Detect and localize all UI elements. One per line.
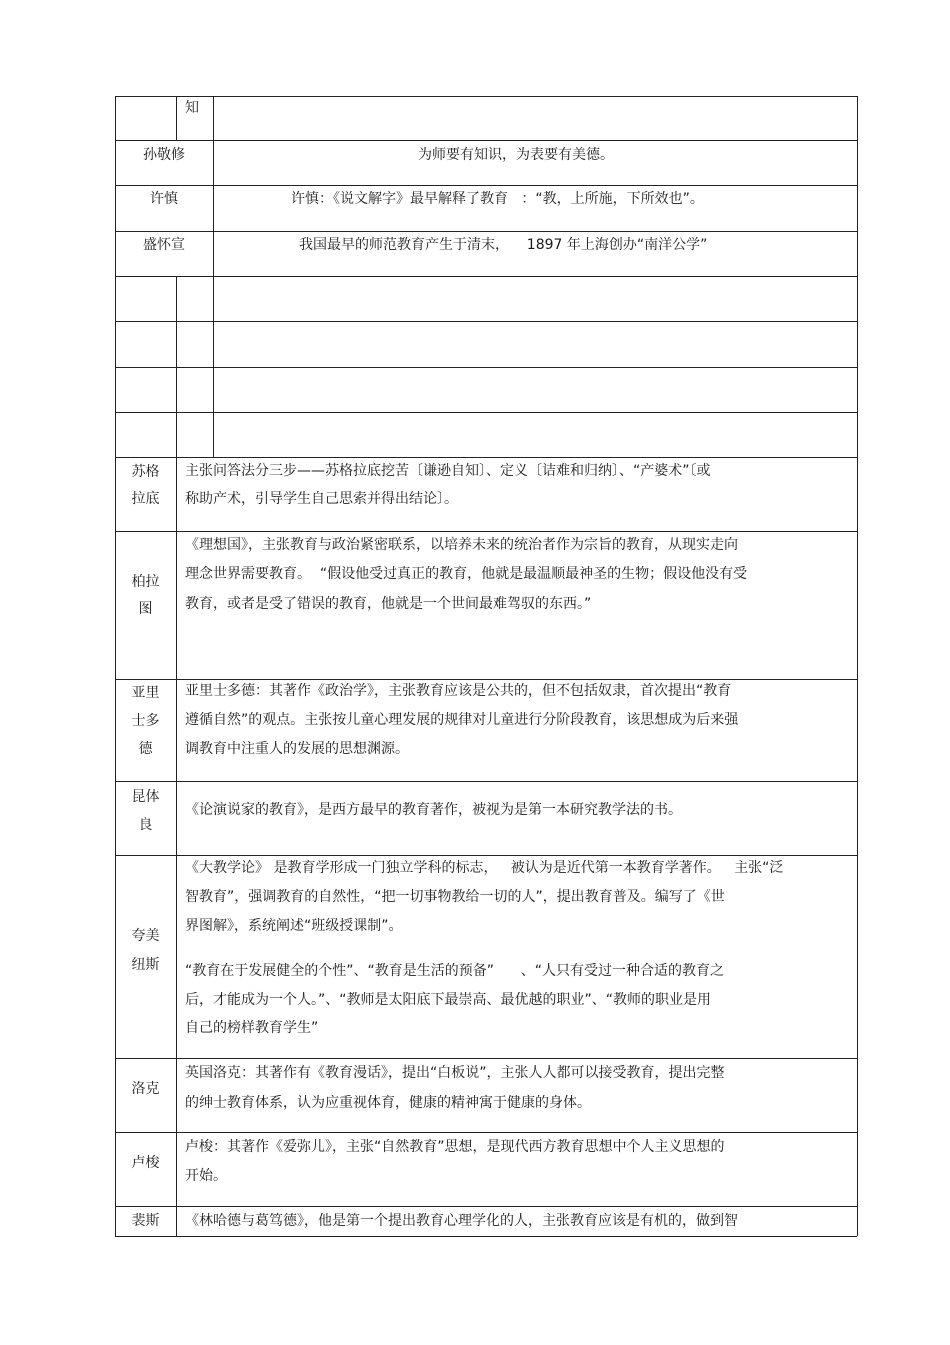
table-cell-name: 柏拉 xyxy=(131,574,160,590)
table-cell-content: 卢梭：其著作《爱弥儿》，主张“自然教育”思想，是现代西方教育思想中个人主义思想的 xyxy=(185,1139,725,1155)
table-cell-content: 后，才能成为一个人。”、“教师是太阳底下最崇高、最优越的职业”、“教师的职业是用 xyxy=(185,992,712,1008)
table-rule xyxy=(176,96,177,140)
table-rule xyxy=(176,276,177,457)
table-cell-content: 《论演说家的教育》，是西方最早的教育著作，被视为是第一本研究教学法的书。 xyxy=(185,802,682,818)
table-rule xyxy=(115,1206,857,1207)
table-rule xyxy=(176,457,177,1236)
table-cell-name: 卢梭 xyxy=(131,1155,160,1171)
table-cell-name: 昆体 xyxy=(131,789,160,805)
table-cell-name: 亚里 xyxy=(131,685,160,701)
table-cell-name: 德 xyxy=(138,741,153,757)
table-cell-content: 的绅士教育体系，认为应重视体育，健康的精神寓于健康的身体。 xyxy=(185,1095,591,1111)
table-rule xyxy=(857,96,858,1236)
table-cell-name: 盛怀宣 xyxy=(143,237,185,253)
table-rule xyxy=(115,1132,857,1133)
table-rule xyxy=(213,276,214,457)
table-cell-name: 孙敬修 xyxy=(143,147,185,163)
table-rule xyxy=(115,276,857,277)
table-cell-content: 调教育中注重人的发展的思想渊源。 xyxy=(185,741,409,757)
table-cell-name: 知 xyxy=(185,100,199,116)
table-rule xyxy=(115,185,857,186)
table-rule xyxy=(115,231,857,232)
table-cell-name: 洛克 xyxy=(131,1081,160,1097)
table-rule xyxy=(115,140,857,141)
table-cell-content: 称助产术，引导学生自己思索并得出结论〕。 xyxy=(185,491,458,507)
table-rule xyxy=(115,679,857,680)
table-cell-content: 亚里士多德：其著作《政治学》，主张教育应该是公共的，但不包括奴隶，首次提出“教育 xyxy=(185,683,732,699)
table-cell-content: 教育，或者是受了错误的教育，他就是一个世间最难驾驭的东西。” xyxy=(185,596,592,612)
table-cell-content: 英国洛克：其著作有《教育漫话》，提出“白板说”，主张人人都可以接受教育，提出完整 xyxy=(185,1065,725,1081)
table-rule xyxy=(115,367,857,368)
table-rule xyxy=(115,96,857,97)
table-cell-name: 裴斯 xyxy=(131,1213,160,1229)
table-rule xyxy=(115,457,857,458)
table-cell-name: 图 xyxy=(138,601,153,617)
table-cell-content: 开始。 xyxy=(185,1168,227,1184)
table-cell-name: 夸美 xyxy=(131,928,160,944)
table-cell-name: 良 xyxy=(138,817,153,833)
table-cell-name: 苏格 xyxy=(131,464,160,480)
table-cell-content: 许慎：《说文解字》最早解释了教育 ：“教，上所施，下所效也”。 xyxy=(291,191,704,207)
table-rule xyxy=(115,412,857,413)
table-rule xyxy=(115,1058,857,1059)
table-rule xyxy=(115,781,857,782)
table-cell-content: 为师要有知识，为表要有美德。 xyxy=(418,147,614,163)
table-cell-content: 智教育”，强调教育的自然性，“把一切事物教给一切的人”，提出教育普及。编写了《世 xyxy=(185,889,725,905)
table-cell-content: 界图解》，系统阐述“班级授课制”。 xyxy=(185,918,403,934)
table-cell-name: 士多 xyxy=(131,713,160,729)
table-rule xyxy=(213,96,214,276)
table-cell-content: “教育在于发展健全的个性”、“教育是生活的预备” 、“人只有受过一种合适的教育之 xyxy=(185,963,724,979)
table-cell-content: 理念世界需要教育。 “假设他受过真正的教育，他就是最温顺最神圣的生物；假设他没有受 xyxy=(185,566,748,582)
table-cell-content: 《理想国》，主张教育与政治紧密联系，以培养未来的统治者作为宗旨的教育，从现实走向 xyxy=(185,537,738,553)
table-rule xyxy=(115,855,857,856)
table-cell-content: 自己的榜样教育学生” xyxy=(185,1020,319,1036)
table-cell-content: 遵循自然”的观点。主张按儿童心理发展的规律对儿童进行分阶段教育，该思想成为后来强 xyxy=(185,712,739,728)
table-cell-content: 主张问答法分三步——苏格拉底挖苦〔谦逊自知〕、定义〔诘难和归纳〕、“产婆术”〔或 xyxy=(185,463,711,479)
table-cell-content: 《林哈德与葛笃德》，他是第一个提出教育心理学化的人，主张教育应该是有机的，做到智 xyxy=(185,1213,738,1229)
table-rule xyxy=(115,531,857,532)
table-cell-name: 纽斯 xyxy=(131,957,160,973)
table-rule xyxy=(115,321,857,322)
table-rule xyxy=(115,96,116,1236)
table-cell-name: 许慎 xyxy=(150,191,178,207)
table-cell-content: 《大教学论》 是教育学形成一门独立学科的标志， 被认为是近代第一本教育学著作。 主张“泛 xyxy=(185,860,784,876)
table-cell-name: 拉底 xyxy=(131,491,160,507)
table-cell-content: 我国最早的师范教育产生于清末， 1897 年上海创办“南洋公学” xyxy=(299,237,708,253)
table-rule xyxy=(115,1236,857,1237)
